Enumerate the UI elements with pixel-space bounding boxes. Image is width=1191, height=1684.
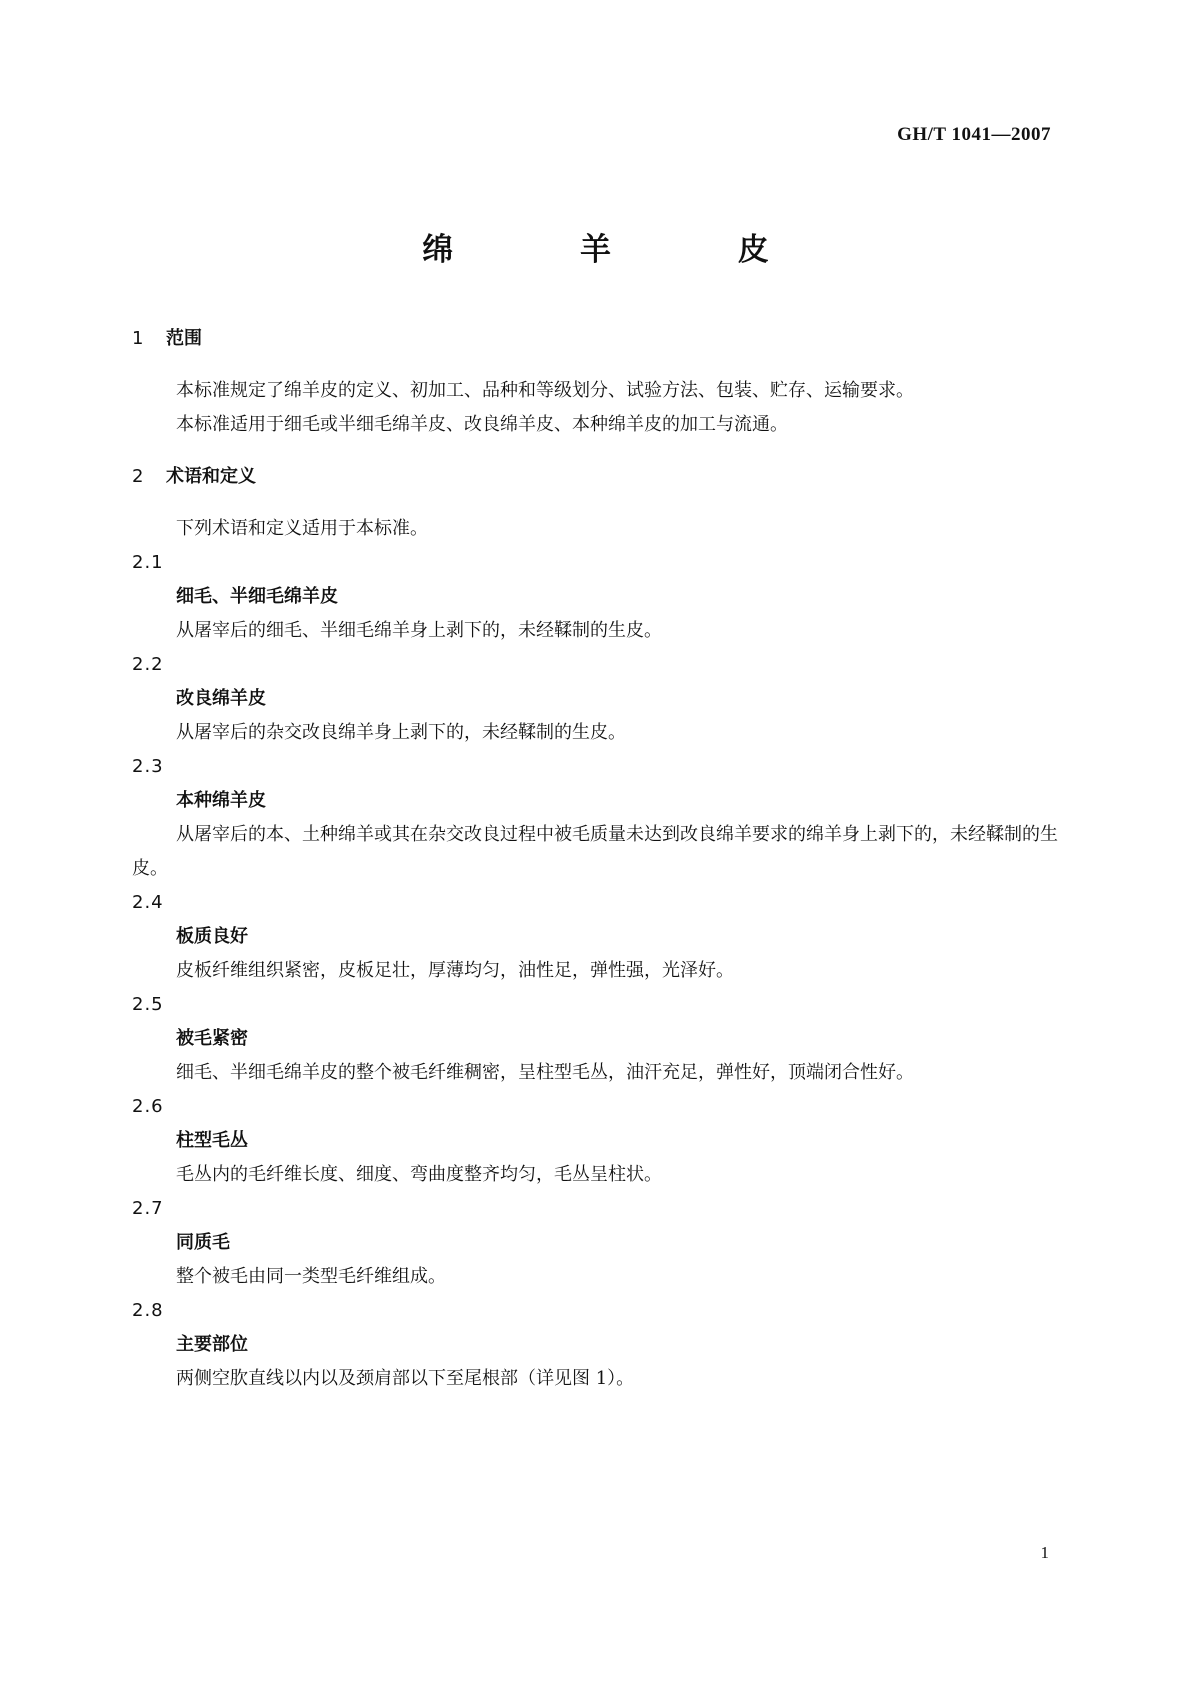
definition: 从屠宰后的本、土种绵羊或其在杂交改良过程中被毛质量未达到改良绵羊要求的绵羊身上剥下的，未经鞣制的生皮。 xyxy=(132,824,1058,879)
document-code: GH/T 1041—2007 xyxy=(897,124,1051,145)
definition: 从屠宰后的杂交改良绵羊身上剥下的，未经鞣制的生皮。 xyxy=(176,722,626,743)
paragraph: 下列术语和定义适用于本标准。 xyxy=(176,518,428,539)
definition: 毛丛内的毛纤维长度、细度、弯曲度整齐均匀，毛丛呈柱状。 xyxy=(176,1164,662,1185)
definition: 细毛、半细毛绵羊皮的整个被毛纤维稠密，呈柱型毛丛，油汗充足，弹性好，顶端闭合性好。 xyxy=(176,1062,914,1083)
term: 改良绵羊皮 xyxy=(176,688,266,709)
paragraph: 本标准适用于细毛或半细毛绵羊皮、改良绵羊皮、本种绵羊皮的加工与流通。 xyxy=(176,414,788,435)
item-number: 2.7 xyxy=(132,1198,164,1219)
term: 柱型毛丛 xyxy=(176,1130,248,1151)
item-number: 2.2 xyxy=(132,654,164,675)
definition: 整个被毛由同一类型毛纤维组成。 xyxy=(176,1266,446,1287)
section-number: 2 xyxy=(132,466,144,487)
section-title: 术语和定义 xyxy=(166,466,256,487)
paragraph: 本标准规定了绵羊皮的定义、初加工、品种和等级划分、试验方法、包装、贮存、运输要求。 xyxy=(176,380,914,401)
section-number: 1 xyxy=(132,328,144,349)
definition: 皮板纤维组织紧密，皮板足壮，厚薄均匀，油性足，弹性强，光泽好。 xyxy=(176,960,734,981)
term: 细毛、半细毛绵羊皮 xyxy=(176,586,338,607)
document-body xyxy=(132,322,1072,1396)
page-number: 1 xyxy=(1040,1543,1049,1562)
definition: 从屠宰后的细毛、半细毛绵羊身上剥下的，未经鞣制的生皮。 xyxy=(176,620,662,641)
term: 板质良好 xyxy=(176,926,248,947)
item-number: 2.1 xyxy=(132,552,164,573)
item-number: 2.5 xyxy=(132,994,164,1015)
term: 本种绵羊皮 xyxy=(176,790,266,811)
definition: 两侧空肷直线以内以及颈肩部以下至尾根部（详见图 1）。 xyxy=(176,1368,635,1389)
item-number: 2.3 xyxy=(132,756,164,777)
item-number: 2.6 xyxy=(132,1096,164,1117)
section-1-heading xyxy=(132,322,1072,356)
section-title: 范围 xyxy=(166,328,202,349)
page-title: 绵 羊 皮 xyxy=(422,232,827,268)
item-number: 2.8 xyxy=(132,1300,164,1321)
section-2-heading xyxy=(132,460,1072,494)
term: 主要部位 xyxy=(176,1334,248,1355)
item-number: 2.4 xyxy=(132,892,164,913)
term: 同质毛 xyxy=(176,1232,230,1253)
term: 被毛紧密 xyxy=(176,1028,248,1049)
